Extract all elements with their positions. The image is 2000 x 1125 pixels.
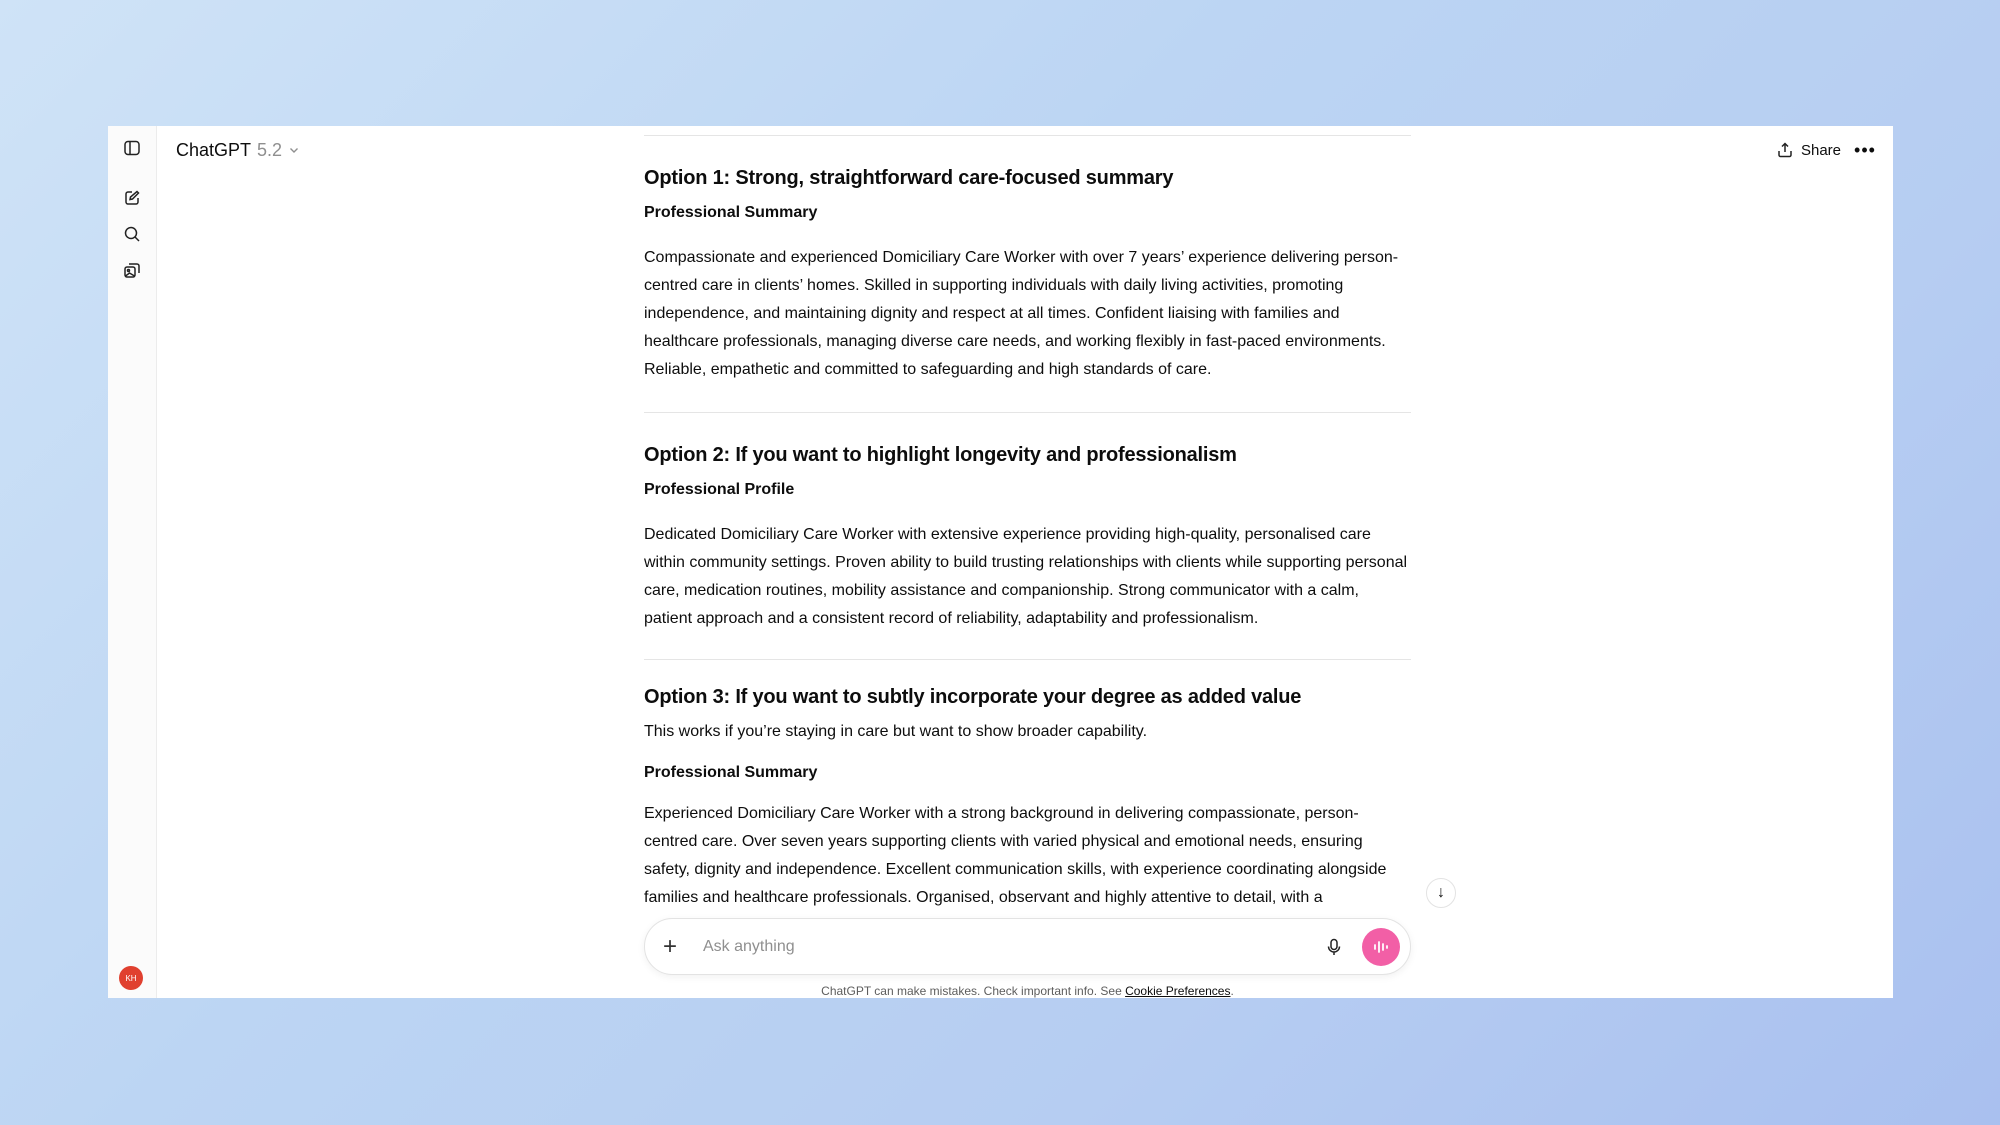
section-text: Experienced Domiciliary Care Worker with a strong background in delivering compassionate, person-centred care. Over seven years supporting clients with varied physical and emotional needs, ensuring safety, dignity and independence. Excellent communication skills, with experience coordinating alongside families and healthcare professionals. Organised, observant and highly attentive to detail, with a [644,805,1387,906]
disclaimer-text: ChatGPT can make mistakes. Check important info. See [821,984,1126,998]
section-subheading: Professional Summary [644,204,818,221]
section-subheading: Professional Summary [644,764,818,781]
more-options-icon[interactable]: ••• [1854,139,1876,160]
voice-mode-button[interactable] [1362,928,1400,966]
search-icon[interactable] [120,222,144,246]
section-heading: Option 2: If you want to highlight longevity and professionalism [644,444,1237,466]
chat-window [108,126,1893,998]
section-subheading: Professional Profile [644,481,795,498]
conversation [644,126,1411,916]
scroll-down-button[interactable] [1426,878,1456,908]
new-chat-icon[interactable] [120,186,144,210]
model-selector[interactable] [176,136,300,164]
waveform-icon [1372,939,1390,955]
chevron-down-icon [288,144,300,156]
section-text: Compassionate and experienced Domiciliary Care Worker with over 7 years’ experience delivering person-centred care in clients’ homes. Skilled in supporting individuals with daily living activities, promoting independence, and maintaining dignity and respect at all times. Confident liaising with families and healthcare professionals, managing diverse care needs, and working flexibly in fast-paced environments. Reliable, empathetic and committed to safeguarding and high standards of care. [644,249,1399,378]
share-label: Share [1800,141,1841,159]
arrow-down-icon: ↓ [1437,884,1445,901]
divider [644,412,1411,413]
microphone-icon[interactable] [1318,938,1350,956]
divider [644,135,1411,136]
section-text: Dedicated Domiciliary Care Worker with extensive experience providing high-quality, personalised care within community settings. Proven ability to build trusting relationships with clients while supporting personal care, medication routines, mobility assistance and companionship. Strong communicator with a calm, patient approach and a consistent record of reliability, adaptability and professionalism. [644,526,1408,627]
images-icon[interactable] [120,258,144,282]
disclaimer-end: . [1230,984,1234,998]
divider [644,659,1411,660]
sidebar [108,126,157,998]
cookie-preferences-link[interactable]: Cookie Preferences [1125,984,1231,998]
disclaimer [644,984,1411,998]
section-heading: Option 1: Strong, straightforward care-focused summary [644,167,1174,189]
avatar[interactable]: KH [119,966,143,990]
composer[interactable] [644,918,1411,975]
plus-icon[interactable]: + [663,932,678,960]
message-input[interactable]: Ask anything [703,937,795,955]
share-button[interactable] [1777,136,1841,164]
app-title: ChatGPT [176,139,252,160]
sidebar-toggle-icon[interactable] [120,136,144,160]
section-intro: This works if you’re staying in care but want to show broader capability. [644,723,1148,740]
model-version: 5.2 [257,139,283,160]
share-icon [1777,142,1793,158]
section-heading: Option 3: If you want to subtly incorporate your degree as added value [644,686,1302,708]
